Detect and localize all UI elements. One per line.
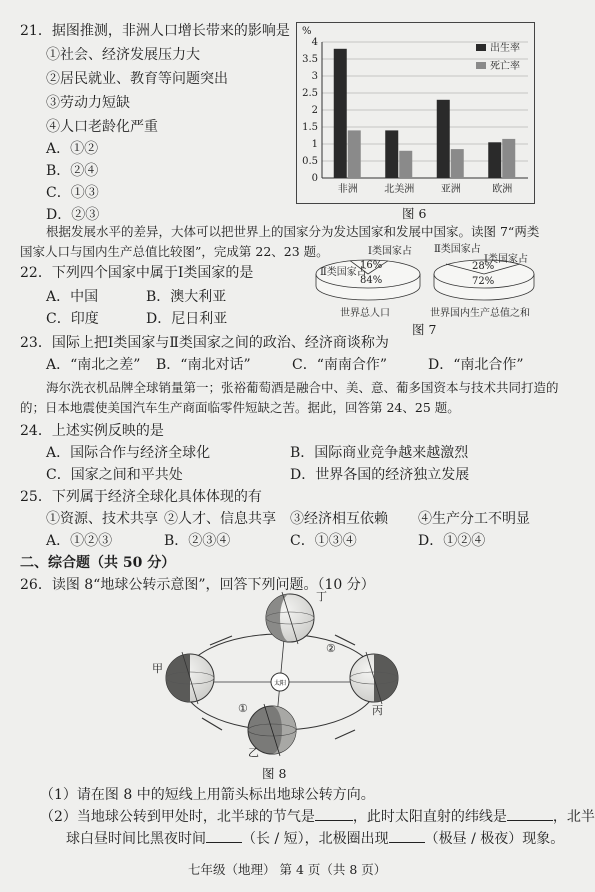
bar-birth bbox=[488, 142, 501, 178]
y-tick-label: 3.5 bbox=[302, 54, 318, 65]
fig6-y-unit: % bbox=[302, 26, 312, 37]
earth-bing bbox=[350, 652, 398, 704]
fig7-p2-value-1: 28% bbox=[472, 261, 495, 272]
q24-option-c[interactable]: C．国家之间和平共处 bbox=[46, 467, 183, 483]
q25-option-c[interactable]: C．①③④ bbox=[290, 533, 357, 549]
intro24-line1: 海尔洗衣机品牌全球销量第一；张裕葡萄酒是融合中、美、意、葡多国资本与技术共同打造的 bbox=[46, 380, 559, 395]
legend-label-death: 死亡率 bbox=[490, 61, 520, 72]
label-bing: 丙 bbox=[372, 704, 383, 717]
fig7-p1-label-1: Ⅰ类国家占 bbox=[368, 246, 412, 257]
bar-birth bbox=[437, 100, 450, 178]
fig7-p1-value-2: 84% bbox=[360, 275, 383, 286]
label-ding: 丁 bbox=[316, 590, 327, 603]
q21-item-2: ②居民就业、教育等问题突出 bbox=[46, 71, 228, 87]
fig8-earth-orbit-diagram bbox=[150, 590, 410, 760]
blank-solar-term[interactable] bbox=[315, 806, 353, 821]
fig7-pie-population bbox=[316, 244, 420, 319]
q23-option-c[interactable]: C．“南南合作” bbox=[292, 357, 388, 373]
q25-option-d[interactable]: D．①②④ bbox=[418, 533, 486, 549]
q24-option-b[interactable]: B．国际商业竞争越来越激烈 bbox=[290, 445, 469, 461]
q22-option-a[interactable]: A．中国 bbox=[46, 289, 99, 305]
fig7-pie-gdp bbox=[430, 242, 534, 319]
q21-option-b[interactable]: B．②④ bbox=[46, 163, 99, 179]
q26-sub2-line2 bbox=[66, 828, 564, 848]
y-tick-label: 2.5 bbox=[302, 88, 318, 99]
fig7-pie-charts bbox=[306, 242, 544, 320]
bar-birth bbox=[385, 130, 398, 178]
sun-label: 太阳 bbox=[273, 680, 287, 687]
q21-item-1: ①社会、经济发展压力大 bbox=[46, 47, 200, 63]
legend-swatch-death bbox=[476, 62, 486, 69]
q26-sub2-d: 球白昼时间比黑夜时间 bbox=[66, 831, 206, 847]
fig6-bars bbox=[334, 49, 516, 178]
q21-option-c[interactable]: C．①③ bbox=[46, 185, 99, 201]
blank-latitude[interactable] bbox=[507, 806, 553, 821]
fig6-caption: 图 6 bbox=[402, 206, 427, 221]
sun bbox=[271, 673, 289, 691]
bar-death bbox=[502, 139, 515, 178]
bar-death bbox=[451, 149, 464, 178]
category-label: 非洲 bbox=[337, 184, 358, 195]
fig7-p2-label-2: Ⅰ类国家占 bbox=[484, 254, 528, 265]
category-label: 亚洲 bbox=[440, 184, 461, 195]
fig7-p2-label-1: Ⅱ类国家占 bbox=[434, 244, 481, 255]
q26-sub2-a: （2）当地球公转到甲处时，北半球的节气是 bbox=[40, 809, 315, 825]
fig7-p2-value-2: 72% bbox=[472, 276, 495, 287]
q24-option-a[interactable]: A．国际合作与经济全球化 bbox=[46, 445, 211, 461]
q26-sub2-line1 bbox=[40, 806, 595, 826]
fig7-p1-label-2: Ⅱ类国家占 bbox=[320, 267, 367, 278]
arrow-line-3[interactable] bbox=[335, 730, 355, 739]
q25-item-2: ②人才、信息共享 bbox=[164, 511, 276, 527]
q25-option-b[interactable]: B．②③④ bbox=[164, 533, 231, 549]
q23-option-b[interactable]: B．“南北对话” bbox=[156, 357, 251, 373]
q23-option-a[interactable]: A．“南北之差” bbox=[46, 357, 141, 373]
page-footer: 七年级（地理） 第 4 页（共 8 页） bbox=[188, 862, 387, 877]
y-tick-label: 4 bbox=[311, 37, 318, 48]
earth-jia bbox=[166, 652, 214, 704]
q22-option-b[interactable]: B．澳大利亚 bbox=[146, 289, 227, 305]
q25-item-1: ①资源、技术共享 bbox=[46, 511, 158, 527]
category-label: 欧洲 bbox=[492, 184, 513, 195]
label-1: ① bbox=[238, 702, 248, 715]
bar-birth bbox=[334, 49, 347, 178]
q26-sub2-e: （长 / 短），北极圈出现 bbox=[242, 831, 389, 847]
legend-label-birth: 出生率 bbox=[490, 43, 520, 54]
q25-item-3: ③经济相互依赖 bbox=[290, 511, 388, 527]
q21-item-3: ③劳动力短缺 bbox=[46, 95, 130, 111]
y-tick-label: 0.5 bbox=[302, 156, 318, 167]
q22-option-d[interactable]: D．尼日利亚 bbox=[146, 311, 228, 327]
category-label: 北美洲 bbox=[384, 184, 415, 195]
y-tick-label: 0 bbox=[311, 173, 318, 184]
label-yi: 乙 bbox=[248, 746, 259, 759]
blank-day-length[interactable] bbox=[206, 828, 242, 843]
y-tick-label: 3 bbox=[311, 71, 318, 82]
q26-sub2-b: ，此时太阳直射的纬线是 bbox=[352, 809, 507, 825]
fig8-caption: 图 8 bbox=[262, 766, 287, 781]
q25-item-4: ④生产分工不明显 bbox=[418, 511, 530, 527]
q21-option-a[interactable]: A．①② bbox=[46, 141, 99, 157]
q23-stem: 23．国际上把Ⅰ类国家与Ⅱ类国家之间的政治、经济商谈称为 bbox=[20, 335, 389, 351]
fig7-p1-title: 世界总人口 bbox=[340, 308, 390, 319]
q25-stem: 25．下列属于经济全球化具体体现的有 bbox=[20, 489, 262, 505]
label-2: ② bbox=[326, 642, 336, 655]
q26-sub1: （1）请在图 8 中的短线上用箭头标出地球公转方向。 bbox=[40, 787, 375, 803]
q26-stem: 26．读图 8“地球公转示意图”，回答下列问题。（10 分） bbox=[20, 577, 375, 593]
q26-sub2-f: （极昼 / 极夜）现象。 bbox=[424, 831, 565, 847]
q21-stem: 21．据图推测，非洲人口增长带来的影响是 bbox=[20, 23, 290, 39]
fig7-p2-title: 世界国内生产总值之和 bbox=[430, 308, 530, 319]
fig6-bar-chart bbox=[296, 22, 536, 204]
fig6-categories bbox=[338, 182, 513, 195]
q21-option-d[interactable]: D．②③ bbox=[46, 207, 100, 223]
intro24-line2: 的；日本地震使美国汽车生产商面临零件短缺之苦。据此，回答第 24、25 题。 bbox=[20, 400, 460, 415]
q21-item-4: ④人口老龄化严重 bbox=[46, 119, 158, 135]
q24-stem: 24．上述实例反映的是 bbox=[20, 423, 164, 439]
q25-option-a[interactable]: A．①②③ bbox=[46, 533, 113, 549]
q26-sub2-c: ，北半 bbox=[552, 809, 595, 825]
bar-death bbox=[399, 151, 412, 178]
y-tick-label: 1.5 bbox=[302, 122, 318, 133]
fig7-caption: 图 7 bbox=[412, 322, 437, 337]
fig6-y-ticks bbox=[302, 37, 318, 184]
q22-option-c[interactable]: C．印度 bbox=[46, 311, 99, 327]
blank-polar[interactable] bbox=[389, 828, 425, 843]
q22-stem: 22．下列四个国家中属于Ⅰ类国家的是 bbox=[20, 265, 254, 281]
legend-swatch-birth bbox=[476, 44, 486, 51]
intro22-line2: 国家人口与国内生产总值比较图”，完成第 22、23 题。 bbox=[20, 244, 329, 259]
fig6-legend bbox=[476, 41, 520, 72]
fig7-p1-value-1: 16% bbox=[360, 260, 383, 271]
label-jia: 甲 bbox=[152, 662, 163, 675]
q24-option-d[interactable]: D．世界各国的经济独立发展 bbox=[290, 467, 470, 483]
y-tick-label: 2 bbox=[311, 105, 318, 116]
q23-option-d[interactable]: D．“南北合作” bbox=[428, 357, 524, 373]
intro22-line1: 根据发展水平的差异，大体可以把世界上的国家分为发达国家和发展中国家。读图 7“两类 bbox=[46, 224, 540, 239]
y-tick-label: 1 bbox=[311, 139, 318, 150]
section-title: 二、综合题（共 50 分） bbox=[20, 555, 176, 571]
bar-death bbox=[348, 130, 361, 178]
